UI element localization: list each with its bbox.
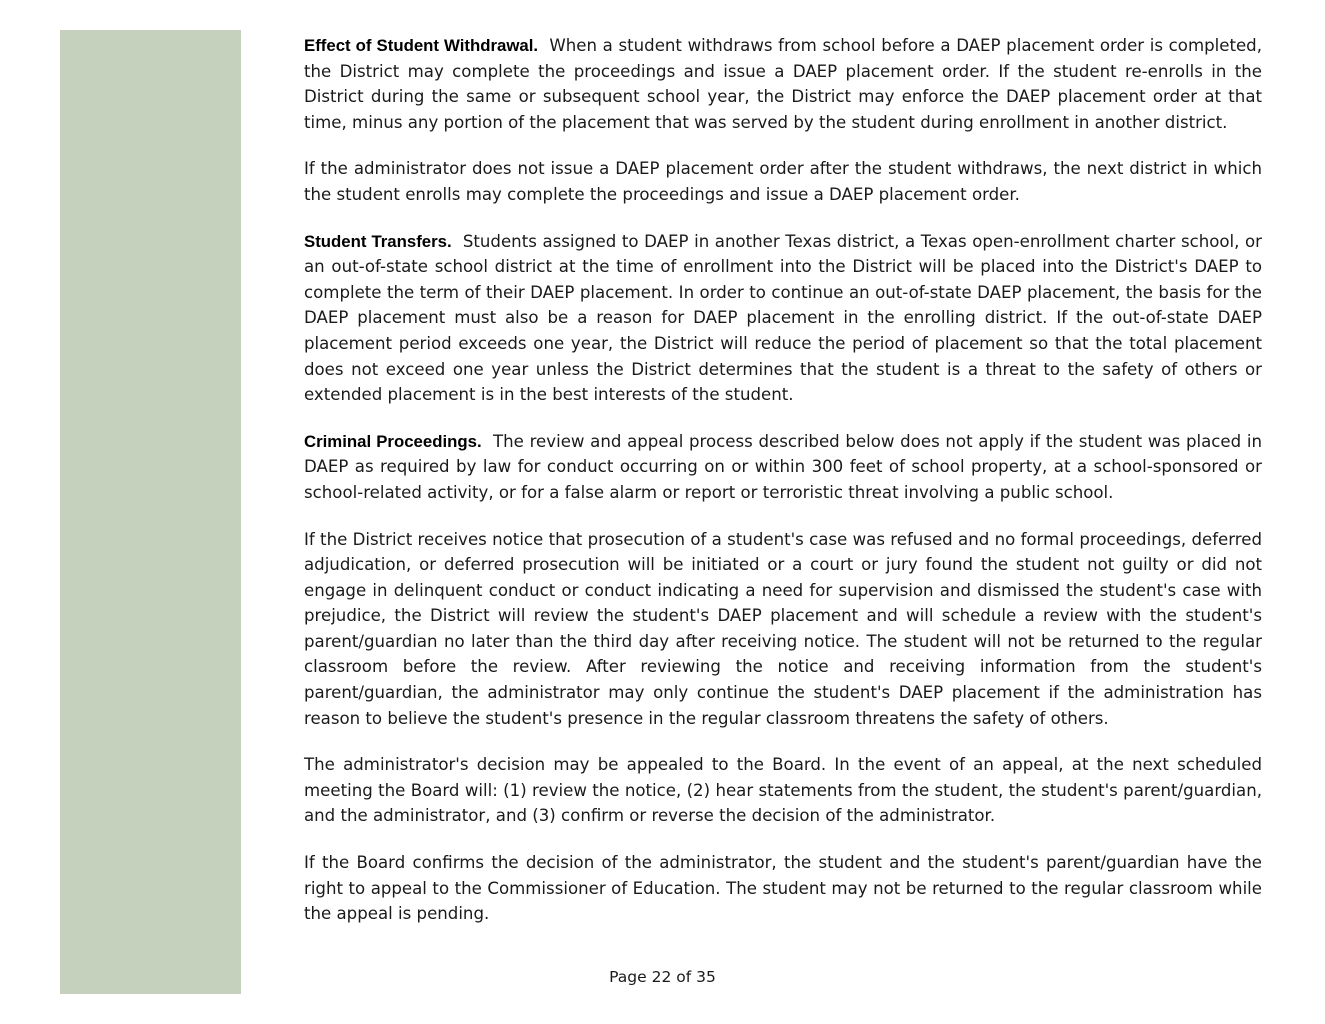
paragraph-criminal	[304, 429, 1262, 506]
paragraph-text: The administrator's decision may be appealed to the Board. In the event of an appeal, at the next scheduled meeting the Board will: (1) review the notice, (2) hear statements from the student, the student's parent/guardian, and the administrator, and (3) confirm or reverse the decision of the administrator.	[304, 755, 1262, 826]
paragraph-text: If the Board confirms the decision of the administrator, the student and the student's parent/guardian have the right to appeal to the Commissioner of Education. The student may not be returned to the regular classroom while the appeal is pending.	[304, 853, 1262, 924]
paragraph-text: If the administrator does not issue a DAEP placement order after the student withdraws, the next district in which the student enrolls may complete the proceedings and issue a DAEP placement order.	[304, 159, 1262, 204]
heading-transfers: Student Transfers.	[304, 231, 452, 251]
document-body	[304, 33, 1262, 948]
paragraph-text: When a student withdraws from school before a DAEP placement order is completed, the District may complete the proceedings and issue a DAEP placement order. If the student re-enrolls in the District during the same or subsequent school year, the District may enforce the DAEP placement order at that time, minus any portion of the placement that was served by the student during enrollment in another district.	[304, 36, 1262, 132]
paragraph-commissioner	[304, 850, 1262, 927]
paragraph-text: The review and appeal process described below does not apply if the student was placed in DAEP as required by law for conduct occurring on or within 300 feet of school property, at a school-sponsored or school-related activity, or for a false alarm or report or terroristic threat involving a public school.	[304, 431, 1262, 502]
paragraph-board-appeal	[304, 752, 1262, 829]
paragraph-no-order	[304, 156, 1262, 207]
paragraph-text: Students assigned to DAEP in another Texas district, a Texas open-enrollment charter school, or an out-of-state school district at the time of enrollment into the District will be placed into the District's DAEP to complete the term of their DAEP placement. In order to continue an out-of-state DAEP placement, the basis for the DAEP placement must also be a reason for DAEP placement in the enrolling district. If the out-of-state DAEP placement period exceeds one year, the District will reduce the period of placement so that the total placement does not exceed one year unless the District determines that the student is a threat to the safety of others or extended placement is in the best interests of the student.	[304, 231, 1262, 405]
heading-withdrawal: Effect of Student Withdrawal.	[304, 36, 539, 55]
paragraph-transfers	[304, 229, 1262, 408]
sidebar-color-bar	[60, 30, 241, 994]
paragraph-withdrawal	[304, 33, 1262, 135]
heading-criminal: Criminal Proceedings.	[304, 431, 482, 451]
paragraph-text: If the District receives notice that prosecution of a student's case was refused and no formal proceedings, deferred adjudication, or deferred prosecution will be initiated or a court or jury found the student not guilty or did not engage in delinquent conduct or conduct indicating a need for supervision and dismissed the student's case with prejudice, the District will review the student's DAEP placement and will schedule a review with the student's parent/guardian no later than the third day after receiving notice. The student will not be returned to the regular classroom before the review. After reviewing the notice and receiving information from the student's parent/guardian, the administrator may only continue the student's DAEP placement if the administration has reason to believe the student's presence in the regular classroom threatens the safety of others.	[304, 529, 1262, 728]
paragraph-review	[304, 527, 1262, 732]
page-number: Page 22 of 35	[609, 968, 716, 986]
